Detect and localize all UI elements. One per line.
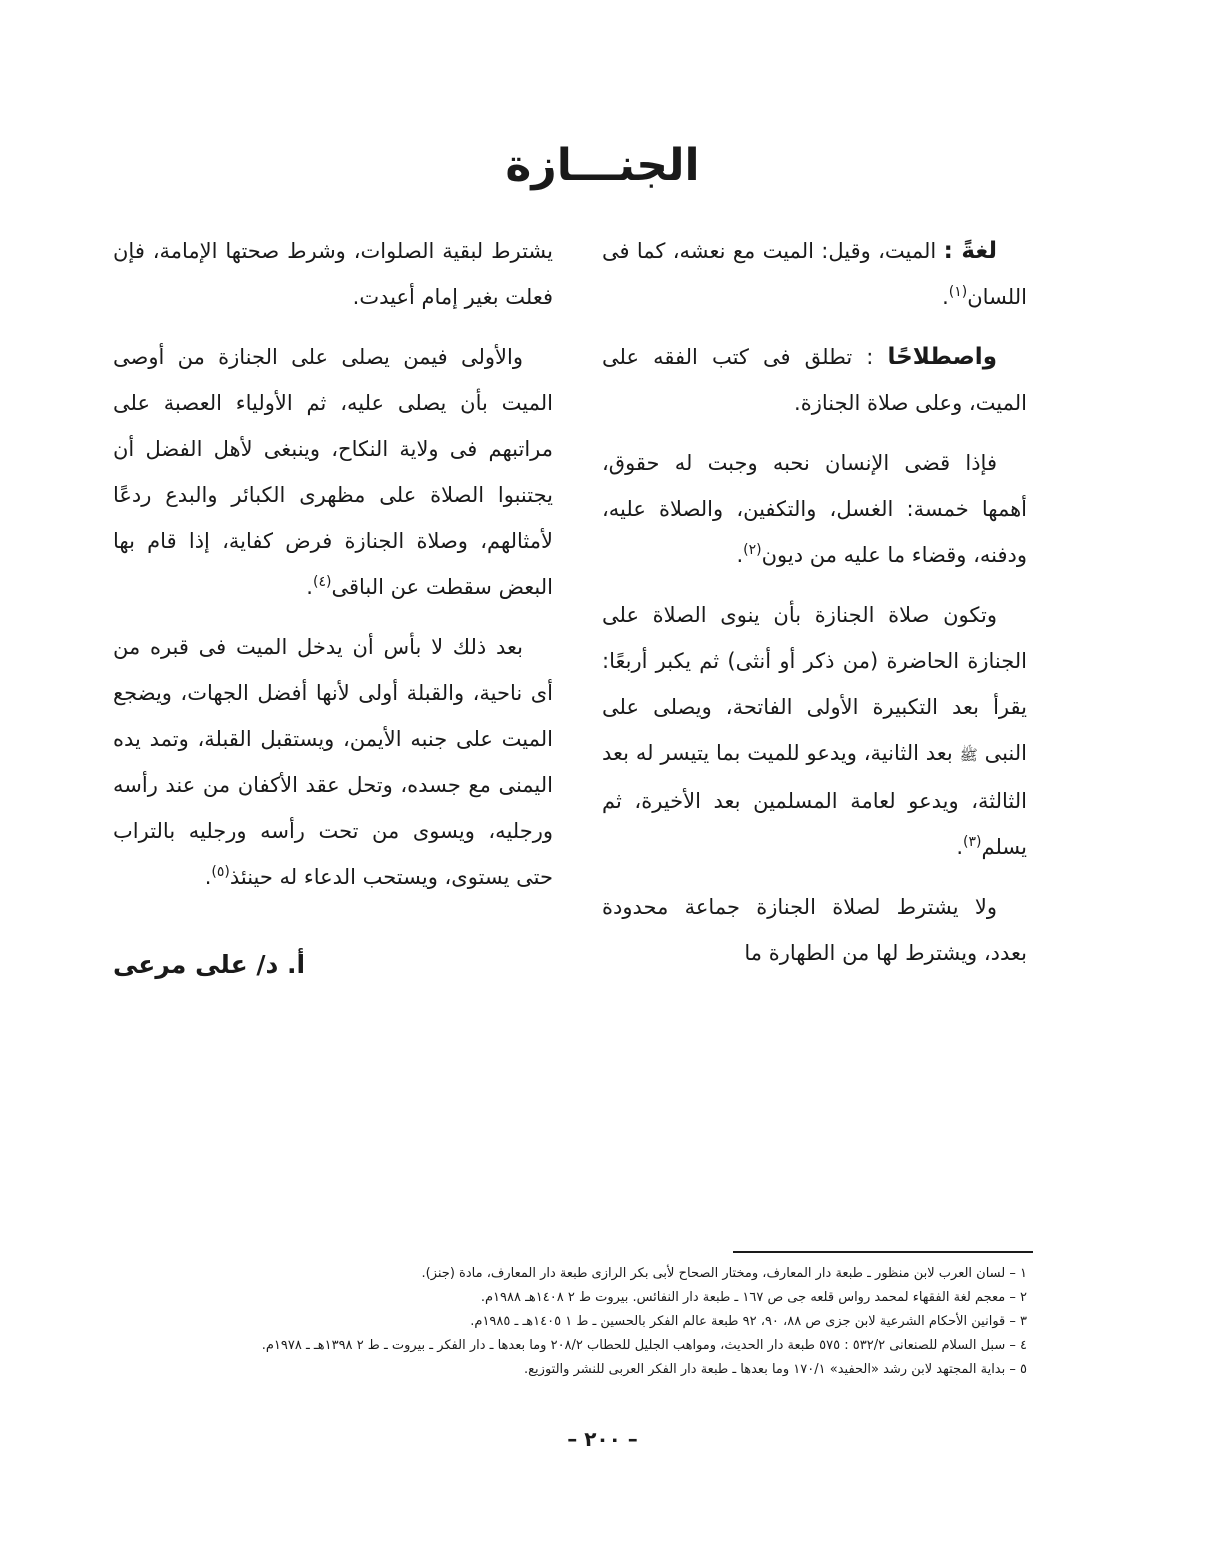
- footnote-ref-1[interactable]: (١): [948, 284, 968, 300]
- definition-language: [602, 228, 1027, 320]
- footnote-ref-2[interactable]: (٢): [743, 542, 762, 558]
- paragraph-end: .: [956, 835, 964, 859]
- term-language: لغةً :: [943, 238, 997, 264]
- footnote-item: ٤ – سبل السلام للصنعانى ٥٣٢/٢ : ٥٧٥ طبعة دار الحديث، ومواهب الجليل للحطاب ٢٠٨/٢ وما بعدها ـ دار الفكر ـ بيروت ـ ط ٢ ١٣٩٨هـ ـ ١٩٧٨م.: [261, 1338, 1027, 1353]
- definition-terminology: [602, 334, 1027, 426]
- page-number: – ٢٠٠ –: [567, 1427, 638, 1451]
- footnote-item: ٣ – قوانين الأحكام الشرعية لابن جزى ص ٨٨، ٩٠، ٩٢ طبعة عالم الفكر بالحسين ـ ط ١ ١٤٠٥هـ ـ ١٩٨٥م.: [470, 1314, 1027, 1329]
- page-title: الجنـــازة: [505, 140, 700, 191]
- paragraph-text: والأولى فيمن يصلى على الجنازة من أوصى الميت بأن يصلى عليه، ثم الأولياء العصبة على مراتبهم فى ولاية النكاح، وينبغى لأهل الفضل أن يجتنبوا الصلاة على مظهرى الكبائر والبدع ردعًا لأمثالهم، وصلاة الجنازة فرض كفاية، إذا قام بها البعض سقطت عن الباقى: [113, 345, 553, 599]
- paragraph-text: بعد ذلك لا بأس أن يدخل الميت فى قبره من أى ناحية، والقبلة أولى لأنها أفضل الجهات، ويضجع الميت على جنبه الأيمن، ويستقبل القبلة، وتمد يده اليمنى مع جسده، وتحل عقد الأكفان من عند رأسه ورجليه، ويسوى من تحت رأسه ورجليه بالتراب حتى يستوى، ويستحب الدعاء له حينئذ: [113, 635, 553, 889]
- author-name: أ. د/ على مرعى: [113, 950, 306, 979]
- footnote-item: ١ – لسان العرب لابن منظور ـ طبعة دار المعارف، ومختار الصحاح لأبى بكر الرازى طبعة دار المعارف، مادة (جنز).: [421, 1266, 1027, 1281]
- footnote-ref-5[interactable]: (٥): [211, 864, 230, 880]
- paragraph-conditions-cont: [113, 228, 553, 320]
- paragraph-rights: [602, 440, 1027, 578]
- paragraph-text: فإذا قضى الإنسان نحبه وجبت له حقوق، أهمها خمسة: الغسل، والتكفين، والصلاة عليه، ودفنه، وقضاء ما عليه من ديون: [602, 451, 1027, 567]
- paragraph-end: .: [204, 865, 212, 889]
- right-column: [602, 228, 1027, 990]
- footnote-divider: [733, 1251, 1033, 1253]
- term-terminology: واصطلاحًا: [887, 344, 997, 370]
- paragraph-text: : تطلق فى كتب الفقه على الميت، وعلى صلاة الجنازة.: [602, 345, 1027, 415]
- left-column: [113, 228, 553, 914]
- author-signature: [113, 950, 553, 979]
- footnote-ref-3[interactable]: (٣): [963, 834, 982, 850]
- footnote-ref-4[interactable]: (٤): [312, 574, 332, 590]
- paragraph-text-cont: بعد الثانية، ويدعو للميت بما يتيسر له بعد الثالثة، ويدعو لعامة المسلمين بعد الأخيرة، ثم يسلم: [602, 741, 1027, 859]
- paragraph-end: .: [736, 543, 744, 567]
- paragraph-text: الميت، وقيل: الميت مع نعشه، كما فى اللسان: [602, 239, 1027, 309]
- paragraph-burial: [113, 624, 553, 900]
- paragraph-text: ولا يشترط لصلاة الجنازة جماعة محدودة بعدد، ويشترط لها من الطهارة ما: [602, 895, 1027, 965]
- paragraph-priority: [113, 334, 553, 610]
- footnotes-list: [112, 1262, 1027, 1382]
- salawat-glyph: ﷺ: [959, 746, 978, 764]
- paragraph-text: وتكون صلاة الجنازة بأن ينوى الصلاة على الجنازة الحاضرة (من ذكر أو أنثى) ثم يكبر أربعًا: يقرأ بعد التكبيرة الأولى الفاتحة، ويصلى على النبى: [602, 603, 1027, 765]
- paragraph-end: .: [306, 575, 313, 599]
- paragraph-end: .: [942, 285, 949, 309]
- footnote-item: ٥ – بداية المجتهد لابن رشد «الحفيد» ١٧٠/١ وما بعدها ـ طبعة دار الفكر العربى للنشر والتوزيع.: [524, 1362, 1027, 1377]
- paragraph-prayer-method: [602, 592, 1027, 870]
- footnote-item: ٢ – معجم لغة الفقهاء لمحمد رواس قلعه جى ص ١٦٧ ـ طبعة دار النفائس. بيروت ط ٢ ١٤٠٨هـ ١٩٨٨م.: [480, 1290, 1027, 1305]
- paragraph-text: يشترط لبقية الصلوات، وشرط صحتها الإمامة، فإن فعلت بغير إمام أعيدت.: [113, 239, 553, 309]
- paragraph-conditions: [602, 884, 1027, 976]
